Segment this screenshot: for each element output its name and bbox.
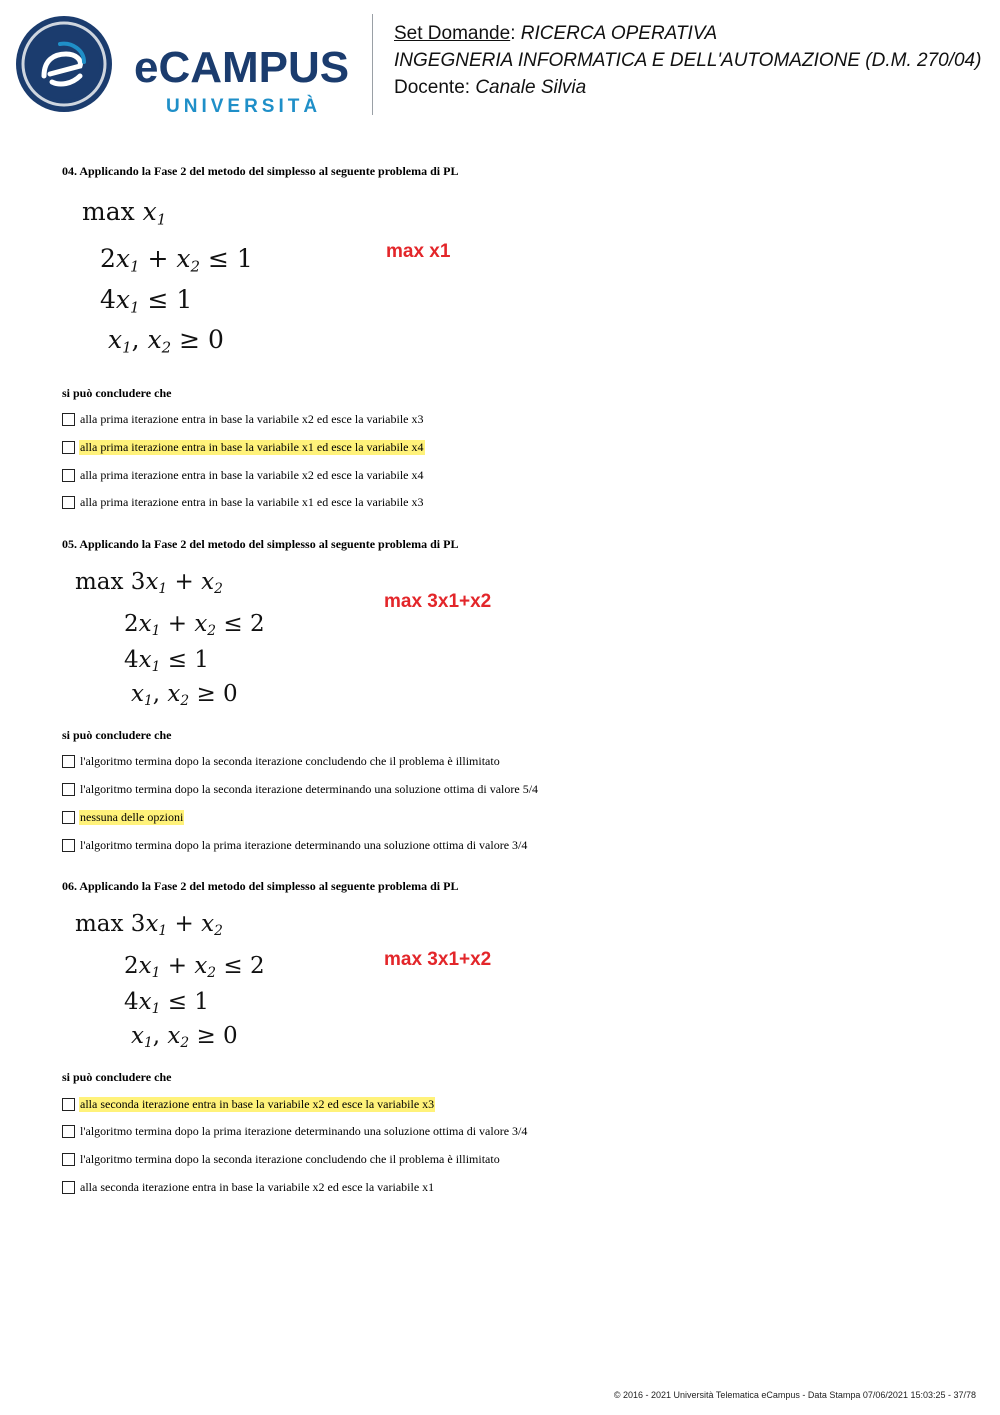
answer-option[interactable]	[62, 467, 425, 483]
checkbox[interactable]	[62, 811, 75, 824]
page-footer: © 2016 - 2021 Università Telematica eCampus - Data Stampa 07/06/2021 15:03:25 - 37/78	[613, 1390, 976, 1400]
answer-option[interactable]	[62, 837, 528, 853]
option-text: l'algoritmo termina dopo la prima iterazione determinando una soluzione ottima di valore 3/4	[80, 1123, 528, 1138]
option-text: alla prima iterazione entra in base la variabile x2 ed esce la variabile x3	[80, 411, 424, 426]
logo-brand-name: eCAMPUS	[134, 43, 350, 92]
answer-option[interactable]	[62, 494, 425, 510]
course-name: INGEGNERIA INFORMATICA E DELL'AUTOMAZIONE (D.M. 270/04)	[394, 50, 982, 71]
answer-option[interactable]	[62, 411, 425, 427]
problem-constraint: $x_1$, $x_2 \ge 0$	[131, 1023, 238, 1052]
answer-option[interactable]	[62, 1123, 528, 1139]
answer-option[interactable]	[62, 809, 184, 825]
problem-objective: $\max 3x_1 + x_2$	[75, 911, 223, 940]
option-text: alla prima iterazione entra in base la variabile x1 ed esce la variabile x3	[80, 494, 424, 509]
checkbox[interactable]	[62, 839, 75, 852]
teacher-label: Docente:	[394, 77, 471, 98]
checkbox[interactable]	[62, 1181, 75, 1194]
question-prompt: si può concludere che	[62, 1070, 172, 1084]
option-text: l'algoritmo termina dopo la seconda iterazione concludendo che il problema è illimitato	[80, 753, 500, 768]
option-text: alla prima iterazione entra in base la variabile x2 ed esce la variabile x4	[80, 467, 424, 482]
checkbox[interactable]	[62, 469, 75, 482]
problem-constraint: $4x_1 \le 1$	[124, 989, 209, 1018]
checkbox[interactable]	[62, 755, 75, 768]
question-prompt: si può concludere che	[62, 728, 172, 742]
answer-option[interactable]	[62, 439, 425, 455]
checkbox[interactable]	[62, 1098, 75, 1111]
ecampus-emblem-icon	[14, 14, 114, 114]
option-text: alla seconda iterazione entra in base la variabile x2 ed esce la variabile x1	[80, 1179, 435, 1194]
course-line	[394, 49, 981, 73]
problem-objective: $\max x_1$	[82, 197, 167, 229]
checkbox[interactable]	[62, 496, 75, 509]
problem-constraint: $4x_1 \le 1$	[100, 285, 193, 317]
option-text: alla seconda iterazione entra in base la variabile x2 ed esce la variabile x3	[80, 1096, 435, 1111]
problem-constraint: $2x_1 + x_2 \le 2$	[124, 953, 265, 982]
answer-option[interactable]	[62, 1151, 501, 1167]
annotation: max 3x1+x2	[384, 591, 492, 612]
checkbox[interactable]	[62, 1125, 75, 1138]
question-title: 05. Applicando la Fase 2 del metodo del simplesso al seguente problema di PL	[62, 537, 459, 551]
problem-constraint: $2x_1 + x_2 \le 1$	[100, 244, 253, 276]
checkbox[interactable]	[62, 413, 75, 426]
set-value: RICERCA OPERATIVA	[520, 23, 718, 44]
set-label: Set Domande	[394, 23, 511, 44]
option-text: alla prima iterazione entra in base la variabile x1 ed esce la variabile x4	[80, 439, 424, 454]
option-text: l'algoritmo termina dopo la seconda iterazione concludendo che il problema è illimitato	[80, 1151, 500, 1166]
problem-constraint: $2x_1 + x_2 \le 2$	[124, 611, 265, 640]
annotation: max 3x1+x2	[384, 949, 492, 970]
option-text: l'algoritmo termina dopo la prima iterazione determinando una soluzione ottima di valore 3/4	[80, 837, 528, 852]
question-prompt: si può concludere che	[62, 386, 172, 400]
problem-constraint: $x_1$, $x_2 \ge 0$	[131, 681, 238, 710]
problem-constraint: $x_1$, $x_2 \ge 0$	[108, 325, 224, 357]
checkbox[interactable]	[62, 441, 75, 454]
teacher-name: Canale Silvia	[475, 77, 587, 98]
question-title: 04. Applicando la Fase 2 del metodo del simplesso al seguente problema di PL	[62, 164, 459, 178]
answer-option[interactable]	[62, 781, 539, 797]
question-title: 06. Applicando la Fase 2 del metodo del simplesso al seguente problema di PL	[62, 879, 459, 893]
answer-option[interactable]	[62, 1096, 435, 1112]
annotation: max x1	[386, 241, 451, 262]
set-line: Set Domande: RICERCA OPERATIVA	[394, 23, 718, 44]
checkbox[interactable]	[62, 1153, 75, 1166]
answer-option[interactable]	[62, 1179, 435, 1195]
problem-constraint: $4x_1 \le 1$	[124, 647, 209, 676]
teacher-line	[394, 76, 586, 100]
header-divider	[372, 14, 373, 115]
answer-option[interactable]	[62, 753, 501, 769]
logo-text	[134, 44, 364, 122]
logo-subtitle: UNIVERSITÀ	[166, 96, 322, 117]
problem-objective: $\max 3x_1 + x_2$	[75, 569, 223, 598]
checkbox[interactable]	[62, 783, 75, 796]
ecampus-logo	[14, 14, 359, 117]
option-text: nessuna delle opzioni	[80, 809, 184, 824]
option-text: l'algoritmo termina dopo la seconda iterazione determinando una soluzione ottima di valore 5/4	[80, 781, 539, 796]
